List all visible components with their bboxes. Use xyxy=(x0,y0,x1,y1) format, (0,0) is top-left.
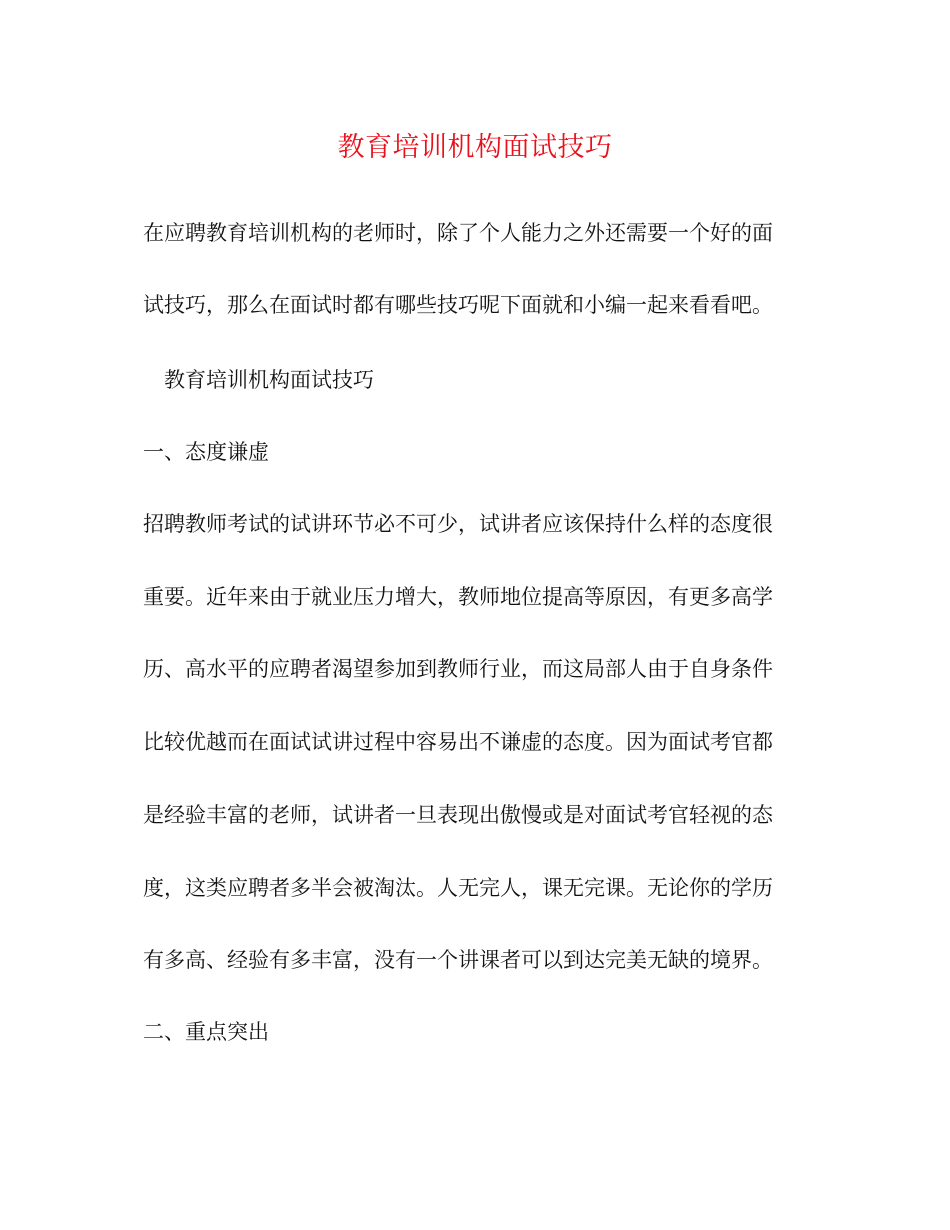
document-title: 教育培训机构面试技巧 xyxy=(337,132,613,163)
paragraph-line: 比较优越而在面试试讲过程中容易出不谦虚的态度。因为面试考官都 xyxy=(143,730,773,754)
paragraph-line: 有多高、经验有多丰富，没有一个讲课者可以到达完美无缺的境界。 xyxy=(143,948,773,972)
paragraph-line: 试技巧，那么在面试时都有哪些技巧呢下面就和小编一起来看看吧。 xyxy=(143,293,773,317)
paragraph-line: 招聘教师考试的试讲环节必不可少，试讲者应该保持什么样的态度很 xyxy=(143,512,773,536)
section-heading: 一、态度谦虚 xyxy=(143,440,269,464)
paragraph-line: 重要。近年来由于就业压力增大，教师地位提高等原因，有更多高学 xyxy=(143,585,773,609)
paragraph-line: 在应聘教育培训机构的老师时，除了个人能力之外还需要一个好的面 xyxy=(143,221,773,245)
paragraph-line: 是经验丰富的老师，试讲者一旦表现出傲慢或是对面试考官轻视的态 xyxy=(143,803,773,827)
paragraph-line: 度，这类应聘者多半会被淘汰。人无完人，课无完课。无论你的学历 xyxy=(143,876,773,900)
section-subtitle: 教育培训机构面试技巧 xyxy=(164,368,374,392)
section-heading: 二、重点突出 xyxy=(143,1020,269,1044)
paragraph-line: 历、高水平的应聘者渴望参加到教师行业，而这局部人由于自身条件 xyxy=(143,657,773,681)
